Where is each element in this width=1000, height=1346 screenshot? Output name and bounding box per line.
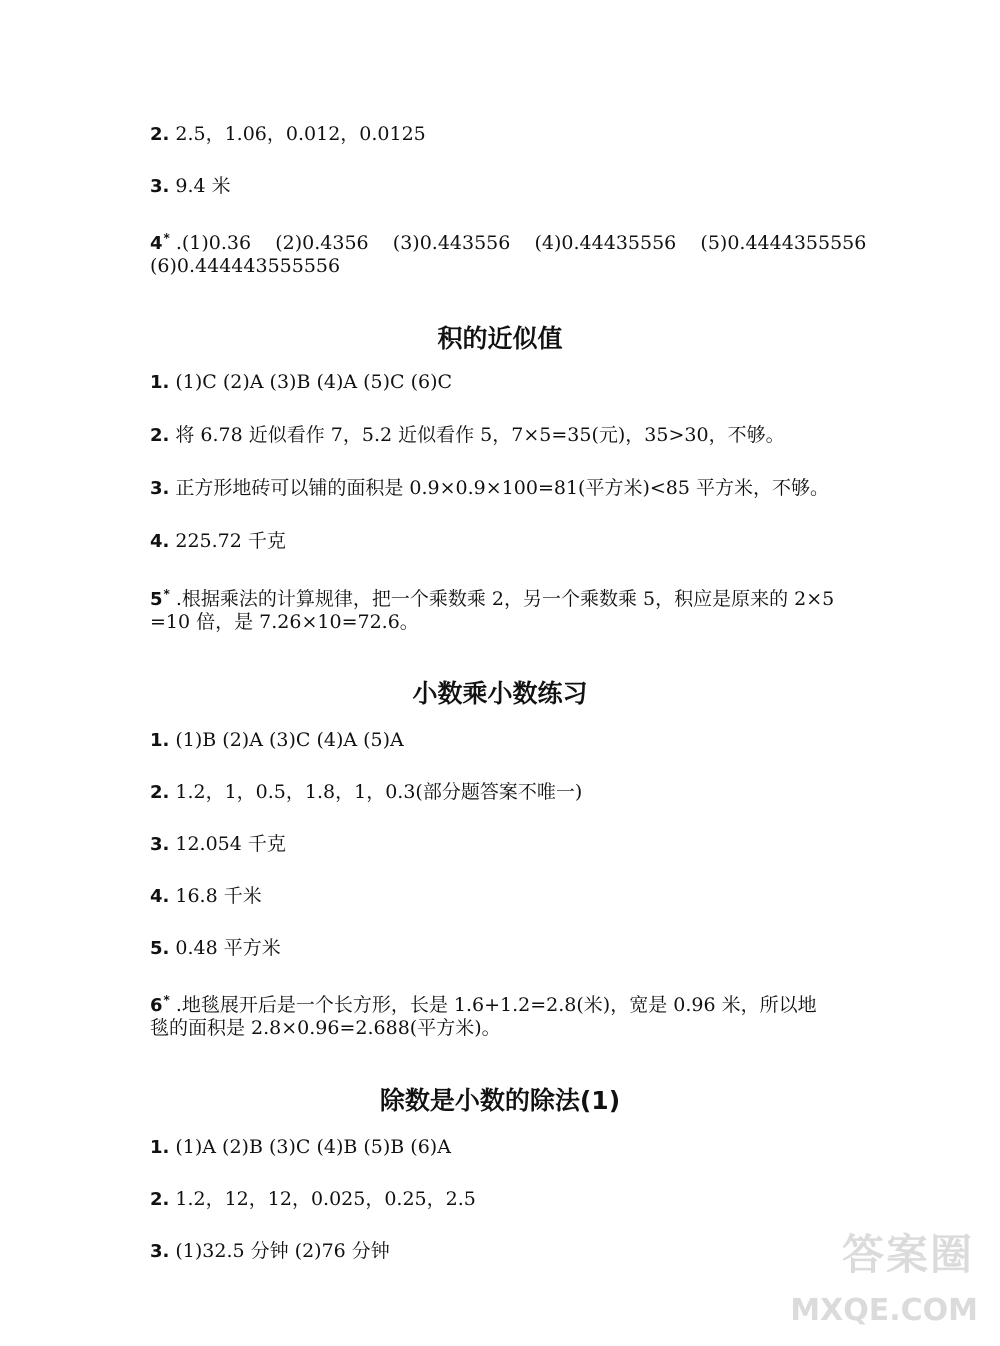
item-number: 4*	[150, 231, 170, 254]
answer-item	[150, 882, 860, 911]
answer-item	[150, 120, 860, 149]
item-text: 1.2，1，0.5，1.8，1，0.3(部分题答案不唯一)	[175, 781, 583, 803]
answer-item	[150, 778, 860, 807]
watermark-url: MXQE.COM	[790, 1293, 978, 1328]
item-number: 4.	[150, 886, 170, 907]
item-number: 2.	[150, 124, 170, 145]
answer-item	[150, 421, 860, 450]
item-text: 1.2，12，12，0.025，0.25，2.5	[175, 1188, 476, 1210]
answer-item-continuation	[150, 252, 860, 280]
item-text: 将 6.78 近似看作 7，5.2 近似看作 5，7×5=35(元)，35>30，不够。	[175, 424, 785, 446]
item-text: 0.48 平方米	[175, 937, 281, 959]
item-text: (6)0.444443555556	[150, 255, 341, 277]
item-text: (1)B (2)A (3)C (4)A (5)A	[175, 729, 404, 751]
item-number: 3.	[150, 478, 170, 499]
item-number: 1.	[150, 372, 170, 393]
answer-item-continuation	[150, 608, 860, 636]
answer-item	[150, 172, 860, 201]
item-text: 225.72 千克	[175, 530, 286, 552]
section-title: 积的近似值	[437, 324, 563, 353]
item-number: 2.	[150, 782, 170, 803]
answer-item	[150, 726, 860, 755]
answer-item	[150, 474, 860, 503]
item-text: (1)C (2)A (3)B (4)A (5)C (6)C	[175, 371, 453, 393]
item-text: .根据乘法的计算规律，把一个乘数乘 2，另一个乘数乘 5，积应是原来的 2×5	[175, 588, 835, 610]
answer-item	[150, 368, 860, 397]
item-number: 3.	[150, 834, 170, 855]
item-text: (1)32.5 分钟 (2)76 分钟	[175, 1240, 390, 1262]
answer-item	[150, 830, 860, 859]
item-number: 4.	[150, 531, 170, 552]
answer-item-continuation	[150, 1014, 860, 1042]
item-number: 3.	[150, 176, 170, 197]
item-number: 5.	[150, 938, 170, 959]
item-number: 1.	[150, 730, 170, 751]
item-number: 3.	[150, 1241, 170, 1262]
item-text: =10 倍，是 7.26×10=72.6。	[150, 611, 419, 633]
item-text: 2.5，1.06，0.012，0.0125	[175, 123, 426, 145]
watermark-logo	[790, 1222, 982, 1332]
item-text: 12.054 千克	[175, 833, 286, 855]
item-number: 2.	[150, 1189, 170, 1210]
answer-item	[150, 934, 860, 963]
answer-item	[150, 1185, 860, 1214]
section-title: 除数是小数的除法(1)	[379, 1086, 621, 1115]
item-text: 9.4 米	[175, 175, 231, 197]
item-number: 6*	[150, 993, 170, 1016]
answer-item	[150, 1133, 860, 1162]
answer-item	[150, 527, 860, 556]
item-number: 1.	[150, 1137, 170, 1158]
item-number: 2.	[150, 425, 170, 446]
item-text: .地毯展开后是一个长方形，长是 1.6+1.2=2.8(米)，宽是 0.96 米，所以地	[175, 994, 817, 1016]
item-text: (1)A (2)B (3)C (4)B (5)B (6)A	[175, 1136, 451, 1158]
item-text: .(1)0.36 (2)0.4356 (3)0.443556 (4)0.44435556 (5)0.4444355556	[175, 232, 867, 254]
item-text: 毯的面积是 2.8×0.96=2.688(平方米)。	[150, 1017, 501, 1039]
item-text: 16.8 千米	[175, 885, 262, 907]
item-text: 正方形地砖可以铺的面积是 0.9×0.9×100=81(平方米)<85 平方米，不够。	[175, 477, 830, 499]
item-number: 5*	[150, 587, 170, 610]
section-title: 小数乘小数练习	[412, 679, 588, 708]
watermark-title: 答案圈	[841, 1230, 974, 1279]
answer-item	[150, 1237, 860, 1266]
